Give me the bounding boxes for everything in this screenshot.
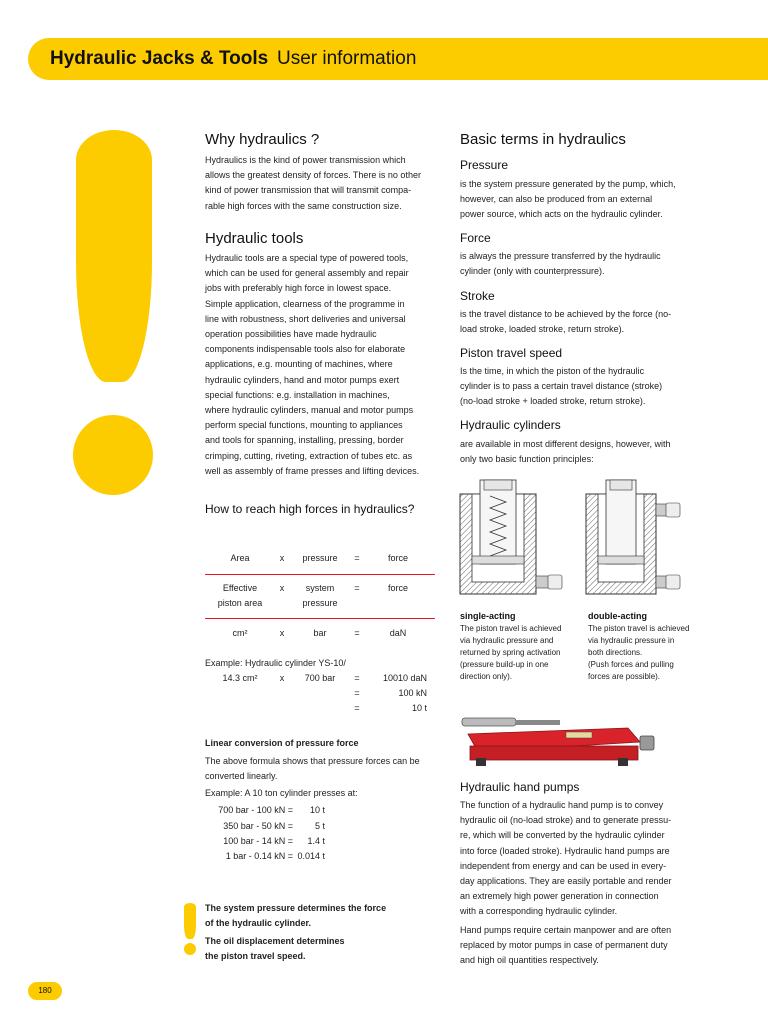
small-exclamation-icon [184,903,196,939]
piston-speed-text: Is the time, in which the piston of the hydraulic cylinder is to pass a certain travel distance (stroke) (no-load stroke + loaded stroke, return stroke). [460,366,663,407]
single-acting-caption: The piston travel is achieved via hydraulic pressure and returned by spring activation (pressure build-up in one direction only). [460,624,562,681]
single-acting-title: single-acting [460,611,516,621]
linear-conversion-heading: Linear conversion of pressure force [205,738,359,748]
force-text: is always the pressure transferred by the hydraulic cylinder (only with counterpressure). [460,251,661,277]
single-acting-cylinder-diagram [456,478,568,602]
why-hydraulics-heading: Why hydraulics ? [205,131,320,148]
conversion-row-3-left: 100 bar - 14 kN = [223,836,293,846]
page-title: Hydraulic Jacks & Tools [50,48,269,69]
conversion-row-1-left: 700 bar - 100 kN = [218,805,293,815]
formula-divider-2 [205,618,435,619]
conversion-row-4-left: 1 bar - 0.14 kN = [225,851,293,861]
cylinders-text: are available in most different designs, however, with only two basic function principles: [460,439,671,465]
basic-terms-heading: Basic terms in hydraulics [460,131,626,148]
example-label: Example: Hydraulic cylinder YS-10/ [205,658,346,668]
conversion-row-1-right: 10 t [309,805,325,815]
double-acting-title: double-acting [588,611,647,621]
note-force: The system pressure determines the force of the hydraulic cylinder. [205,903,387,929]
hydraulic-tools-heading: Hydraulic tools [205,230,304,247]
small-exclamation-dot-icon [184,943,196,955]
exclamation-bar-icon [76,130,152,382]
conversion-row-2-right: 5 t [314,821,325,831]
conversion-row-3-right: 1.4 t [307,836,325,846]
hydraulic-tools-text: Hydraulic tools are a special type of powered tools, which can be used for general assembly and repair jobs with preferably high force in lowest space. Simple application, clearness of the programme in line with robustness, short deliveries and universal operation possibilities have made hydraulic components indispensable tools also for elaborate applications, e.g. mounting of machines, where hydraulic cylinders, hand and motor pumps exert special functions: e.g. installation in machines, where hydraulic cylinders, manual and motor pumps perform special functions, mounting to appliances and tools for spanning, installing, pressing, border crimping, cutting, riveting, extraction of tubes etc. as well as assembly of frame presses and lifting devices. [205,253,420,476]
stroke-heading: Stroke [460,289,495,303]
stroke-text: is the travel distance to be achieved by the force (no- load stroke, loaded stroke, return stroke). [460,309,672,335]
cylinders-heading: Hydraulic cylinders [460,418,561,432]
formula-divider-1 [205,574,435,575]
linear-conversion-text: The above formula shows that pressure forces can be converted linearly. [205,756,420,782]
pressure-text: is the system pressure generated by the pump, which, however, can also be produced from an external power source, which acts on the hydraulic cylinder. [460,179,676,220]
force-heading: Force [460,231,491,245]
piston-speed-heading: Piston travel speed [460,346,563,360]
page-subtitle: User information [277,48,417,69]
forces-heading: How to reach high forces in hydraulics? [205,502,415,516]
hand-pump-image [458,712,656,772]
hand-pumps-heading: Hydraulic hand pumps [460,780,580,794]
double-acting-caption: The piston travel is achieved via hydraulic pressure in both directions. (Push forces and pulling forces are possible). [588,624,690,681]
linear-example-label: Example: A 10 ton cylinder presses at: [205,788,358,798]
page-number: 180 [28,982,62,1000]
why-hydraulics-text: Hydraulics is the kind of power transmission which allows the greatest density of forces. There is no other kind of power transmission that will transmit compa- rable high forces with the same construction size. [205,155,421,211]
note-speed: The oil displacement determines the piston travel speed. [205,936,345,962]
pressure-heading: Pressure [460,158,509,172]
conversion-row-2-left: 350 bar - 50 kN = [223,821,293,831]
exclamation-dot-icon [73,415,153,495]
double-acting-cylinder-diagram [584,478,688,602]
conversion-row-4-right: 0.014 t [297,851,325,861]
hand-pumps-text: The function of a hydraulic hand pump is to convey hydraulic oil (no-load stroke) and to generate pressu- re, which will be converted by the hydraulic cylinder into force (loaded stroke). Hydraulic hand pumps are independent from energy and can be used in every- day applications. They are easily portable and render an extremely high power generation in connection with a corresponding hydraulic cylinder. Hand pumps require certain manpower and are often replaced by motor pumps in case of permanent duty and high oil quantities respectively. [460,800,672,966]
